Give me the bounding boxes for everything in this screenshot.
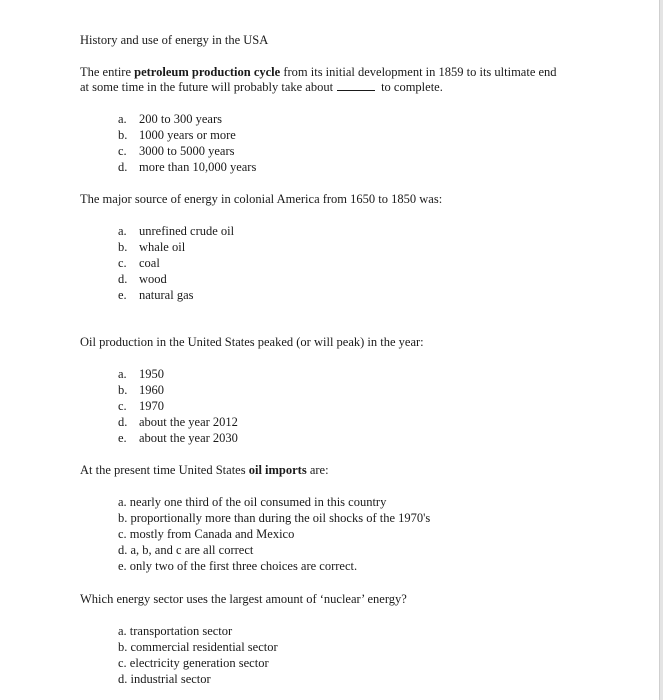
option-text: 1960 <box>139 383 164 397</box>
option-label: b. <box>118 383 128 397</box>
option-text: about the year 2030 <box>139 431 238 445</box>
question-4-option-b: b. proportionally more than during the oil shocks of the 1970's <box>118 511 431 525</box>
option-label: c. <box>118 399 127 413</box>
option-label: a. <box>118 224 127 238</box>
document-title: History and use of energy in the USA <box>80 33 269 47</box>
question-1-text-start: The entire <box>80 65 135 79</box>
option-text: whale oil <box>139 240 186 254</box>
question-4-option-d: d. a, b, and c are all correct <box>118 543 254 557</box>
option-label: d. <box>118 160 128 174</box>
option-label: b. <box>118 240 128 254</box>
question-1-option-d <box>118 160 256 175</box>
question-3-option-b <box>118 383 164 398</box>
question-1-bold-term: petroleum production cycle <box>134 65 281 79</box>
option-label: e. <box>118 431 127 445</box>
question-4-text-start: At the present time United States <box>80 463 249 477</box>
option-text: more than 10,000 years <box>139 160 257 174</box>
option-text: natural gas <box>139 288 194 302</box>
option-text: 200 to 300 years <box>139 112 222 126</box>
question-4-option-c: c. mostly from Canada and Mexico <box>118 527 295 541</box>
option-text: 1970 <box>139 399 164 413</box>
option-label: e. <box>118 288 127 302</box>
question-3-option-e <box>118 431 238 446</box>
question-2-option-a <box>118 224 234 239</box>
question-3-option-a <box>118 367 164 382</box>
option-label: c. <box>118 144 127 158</box>
question-3-text: Oil production in the United States peaked (or will peak) in the year: <box>80 335 424 349</box>
question-5-option-d: d. industrial sector <box>118 672 211 686</box>
option-label: a. <box>118 367 127 381</box>
question-4-option-a: a. nearly one third of the oil consumed in this country <box>118 495 387 509</box>
question-2-option-e <box>118 288 194 303</box>
option-text: 1950 <box>139 367 164 381</box>
answer-blank <box>337 80 375 91</box>
question-2-option-c <box>118 256 160 271</box>
option-text: coal <box>139 256 160 270</box>
question-1-line-2 <box>80 80 443 95</box>
question-1-option-a <box>118 112 222 127</box>
question-5-option-c: c. electricity generation sector <box>118 656 269 670</box>
option-label: d. <box>118 415 128 429</box>
question-1-text-rest: from its initial development in 1859 to its ultimate end <box>280 65 557 79</box>
question-1-option-c <box>118 144 234 159</box>
question-1-line-1 <box>80 65 557 80</box>
option-text: 3000 to 5000 years <box>139 144 235 158</box>
question-5-option-a: a. transportation sector <box>118 624 233 638</box>
question-1-option-b <box>118 128 236 143</box>
question-3-option-c <box>118 399 164 414</box>
question-5-text: Which energy sector uses the largest amount of ‘nuclear’ energy? <box>80 592 407 606</box>
question-1-line-2-start: at some time in the future will probably take about <box>80 80 334 94</box>
question-4-text-rest: are: <box>306 463 329 477</box>
question-2-text: The major source of energy in colonial America from 1650 to 1850 was: <box>80 192 443 206</box>
option-text: unrefined crude oil <box>139 224 235 238</box>
option-label: d. <box>118 272 128 286</box>
question-4-bold-term: oil imports <box>248 463 307 477</box>
question-2-option-b <box>118 240 185 255</box>
option-label: c. <box>118 256 127 270</box>
question-2-option-d <box>118 272 167 287</box>
question-1-line-2-end: to complete. <box>381 80 443 94</box>
option-label: b. <box>118 128 128 142</box>
option-text: wood <box>139 272 167 286</box>
question-4-text <box>80 463 329 478</box>
option-label: a. <box>118 112 127 126</box>
question-3-option-d <box>118 415 238 430</box>
question-4-option-e: e. only two of the first three choices are correct. <box>118 559 358 573</box>
option-text: about the year 2012 <box>139 415 238 429</box>
option-text: 1000 years or more <box>139 128 236 142</box>
question-5-option-b: b. commercial residential sector <box>118 640 278 654</box>
